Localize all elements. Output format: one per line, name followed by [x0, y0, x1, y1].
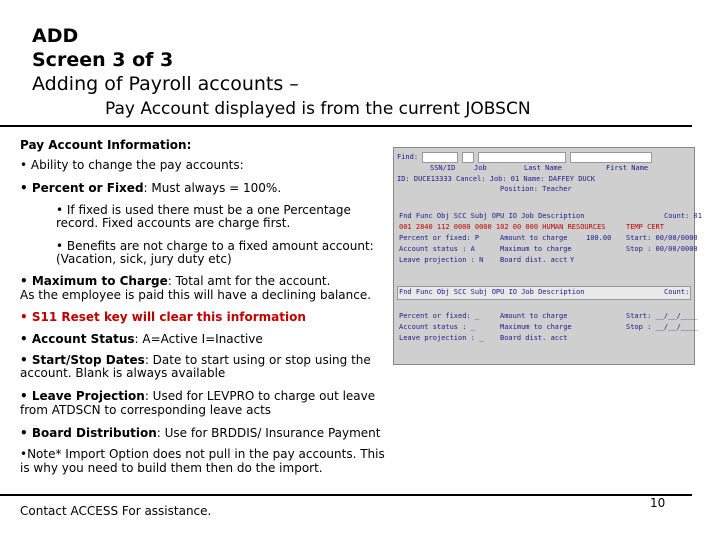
pct-fixed-2[interactable]: Percent or fixed: _ [399, 312, 480, 320]
start-2[interactable]: Start: __/__/____ [626, 312, 698, 320]
find-ssn-input[interactable] [422, 152, 458, 163]
max-charge-2: Maximum to charge [500, 323, 572, 331]
id-row: ID: DUCE13333 Cancel: Job: 01 Name: DAFFEY DUCK [397, 175, 596, 183]
hdr-job: Job [474, 164, 487, 172]
bullet-fixed-used-cont: record. Fixed accounts are charge first. [56, 216, 291, 230]
count-1: Count: 01 [664, 212, 702, 220]
leave-1[interactable]: Leave projection : N [399, 256, 484, 264]
col-header-2: Fnd Func Obj SCC Subj OPU IO Job Description [399, 288, 585, 296]
amt-charge-1: Amount to charge [500, 234, 568, 242]
bullet-leave-projection: • Leave Projection: Used for LEVPRO to charge out leave [20, 389, 376, 403]
footer-divider [0, 494, 692, 496]
find-job-input[interactable] [462, 152, 474, 163]
hdr-first: First Name [606, 164, 649, 172]
max-charge-1: Maximum to charge [500, 245, 572, 253]
stop-2[interactable]: Stop : __/__/____ [626, 323, 698, 331]
bullet-max-charge-cont: As the employee is paid this will have a declining balance. [20, 288, 372, 302]
bullet-fixed-used: • If fixed is used there must be a one Percentage [56, 203, 351, 217]
bullet-start-stop: • Start/Stop Dates: Date to start using or stop using the [20, 353, 371, 367]
title-line-2: Screen 3 of 3 [32, 49, 174, 71]
status-1[interactable]: Account status : A [399, 245, 475, 253]
count-2: Count: [664, 288, 690, 296]
subtitle: Pay Account displayed is from the current JOBSCN [105, 99, 531, 119]
bullet-max-charge: • Maximum to Charge: Total amt for the account. [20, 274, 331, 288]
board-1: Board dist. acct [500, 256, 568, 264]
stop-1[interactable]: Stop : 00/00/0000 [626, 245, 698, 253]
bullet-start-stop-cont: account. Blank is always available [20, 366, 226, 380]
bullet-leave-projection-cont: from ATDSCN to corresponding leave acts [20, 403, 272, 417]
section-heading: Pay Account Information: [20, 138, 192, 152]
bullet-note-import-cont: is why you need to build them then do the import. [20, 461, 323, 475]
title-line-3: Adding of Payroll accounts – [32, 73, 299, 95]
bullet-benefits: • Benefits are not charge to a fixed amount account: [56, 239, 374, 253]
find-last-input[interactable] [478, 152, 566, 163]
account-row[interactable]: 001 2840 112 0000 0000 102 00 000 HUMAN RESOURCES [399, 223, 606, 231]
amt-charge-val-1[interactable]: 100.00 [586, 234, 612, 242]
bullet-account-status: • Account Status: A=Active I=Inactive [20, 332, 263, 346]
find-label: Find: [397, 153, 419, 161]
bullet-board-distribution: • Board Distribution: Use for BRDDIS/ Insurance Payment [20, 426, 381, 440]
page-number: 10 [650, 496, 666, 510]
bullet-percent-fixed: • Percent or Fixed: Must always = 100%. [20, 181, 282, 195]
bullet-note-import: •Note* Import Option does not pull in the pay accounts. This [20, 447, 385, 461]
leave-2[interactable]: Leave projection : _ [399, 334, 484, 342]
board-val-1[interactable]: Y [570, 256, 575, 264]
footer-text: Contact ACCESS For assistance. [20, 504, 212, 518]
bullet-s11-reset: • S11 Reset key will clear this information [20, 310, 306, 324]
board-2: Board dist. acct [500, 334, 568, 342]
col-header-1: Fnd Func Obj SCC Subj OPU IO Job Description [399, 212, 585, 220]
bullet-change-accounts: • Ability to change the pay accounts: [20, 158, 244, 172]
bullet-benefits-cont: (Vacation, sick, jury duty etc) [56, 252, 232, 266]
account-temp-cert: TEMP CERT [626, 223, 664, 231]
hdr-ssn: SSN/ID [430, 164, 456, 172]
start-1[interactable]: Start: 00/00/0000 [626, 234, 698, 242]
header-divider [0, 125, 692, 127]
hdr-last: Last Name [524, 164, 562, 172]
amt-charge-2: Amount to charge [500, 312, 568, 320]
position-row: Position: Teacher [500, 185, 572, 193]
terminal-screenshot [393, 147, 702, 365]
find-first-input[interactable] [570, 152, 652, 163]
pct-fixed-1[interactable]: Percent or fixed: P [399, 234, 480, 242]
slide-title [32, 24, 299, 96]
status-2[interactable]: Account status : _ [399, 323, 475, 331]
title-line-1: ADD [32, 25, 79, 47]
